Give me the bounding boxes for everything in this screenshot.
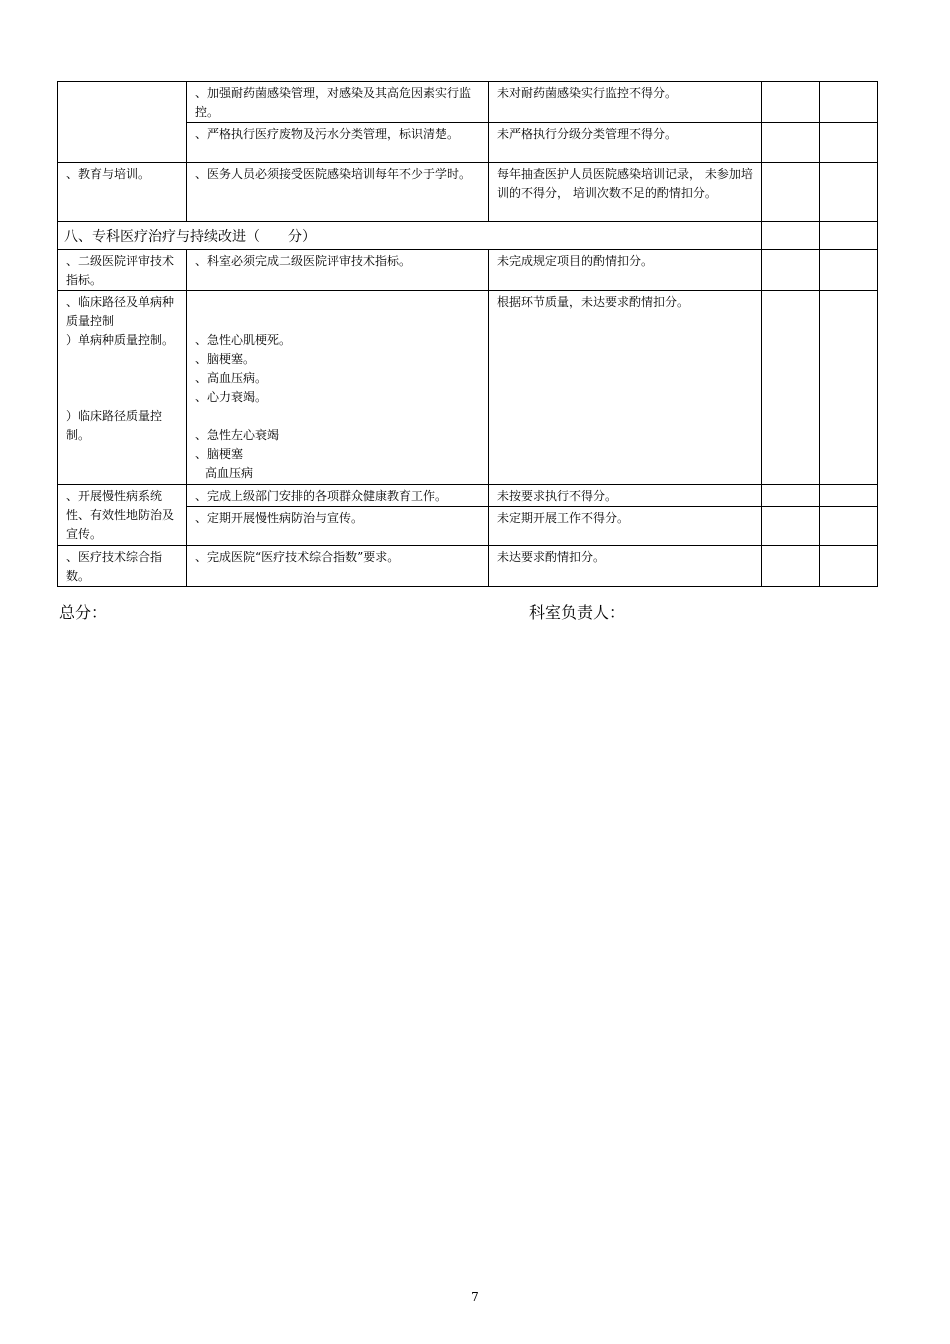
item-cell: 、开展慢性病系统性、有效性地防治及宣传。 [58, 485, 187, 546]
list-item: 、脑梗塞 [195, 447, 244, 461]
table-row [58, 291, 878, 485]
evaluation-table [57, 81, 878, 587]
score-cell [762, 250, 820, 291]
method-cell: 未按要求执行不得分。 [489, 485, 762, 507]
list-item: 高血压病 [205, 466, 254, 480]
table-row [58, 163, 878, 222]
deduction-cell [820, 123, 878, 163]
section-row [58, 222, 878, 250]
score-cell [762, 123, 820, 163]
list-item: 、急性左心衰竭 [195, 428, 280, 442]
list-item: 、心力衰竭。 [195, 390, 268, 404]
standard-cell [187, 291, 489, 485]
standard-cell: 、医务人员必须接受医院感染培训每年不少于学时。 [187, 163, 489, 222]
method-cell: 每年抽查医护人员医院感染培训记录， 未参加培训的不得分， 培训次数不足的酌情扣分。 [489, 163, 762, 222]
method-cell: 未达要求酌情扣分。 [489, 546, 762, 587]
department-head-label: 科室负责人： [529, 603, 626, 622]
table-row [58, 250, 878, 291]
item-cell: 、教育与培训。 [58, 163, 187, 222]
item-sub: ）单病种质量控制。 [66, 333, 175, 347]
total-score-label: 总分： [59, 603, 108, 622]
list-item: 、高血压病。 [195, 371, 268, 385]
deduction-cell [820, 546, 878, 587]
item-title: 、临床路径及单病种质量控制 [66, 295, 175, 328]
deduction-cell [820, 222, 878, 250]
standard-cell: 、严格执行医疗废物及污水分类管理，标识清楚。 [187, 123, 489, 163]
section-heading: 八、专科医疗治疗与持续改进（ 分） [58, 222, 762, 250]
list-item: 、急性心肌梗死。 [195, 333, 292, 347]
score-cell [762, 291, 820, 485]
score-cell [762, 546, 820, 587]
page-number: 7 [471, 1290, 479, 1304]
score-cell [762, 82, 820, 123]
table-row [58, 82, 878, 123]
item-cell [58, 291, 187, 485]
deduction-cell [820, 163, 878, 222]
list-item: 、脑梗塞。 [195, 352, 256, 366]
item-cell: 、医疗技术综合指数。 [58, 546, 187, 587]
method-cell: 未完成规定项目的酌情扣分。 [489, 250, 762, 291]
score-cell [762, 163, 820, 222]
deduction-cell [820, 82, 878, 123]
method-cell: 根据环节质量，未达要求酌情扣分。 [489, 291, 762, 485]
deduction-cell [820, 485, 878, 507]
item-cell [58, 82, 187, 163]
deduction-cell [820, 507, 878, 546]
standard-cell: 、加强耐药菌感染管理，对感染及其高危因素实行监控。 [187, 82, 489, 123]
standard-cell: 、完成医院“医疗技术综合指数”要求。 [187, 546, 489, 587]
table-row [58, 546, 878, 587]
score-cell [762, 222, 820, 250]
method-cell: 未定期开展工作不得分。 [489, 507, 762, 546]
item-cell: 、二级医院评审技术指标。 [58, 250, 187, 291]
deduction-cell [820, 291, 878, 485]
score-cell [762, 485, 820, 507]
standard-cell: 、定期开展慢性病防治与宣传。 [187, 507, 489, 546]
table-row [58, 485, 878, 507]
item-sub: ）临床路径质量控制。 [66, 409, 163, 442]
deduction-cell [820, 250, 878, 291]
method-cell: 未严格执行分级分类管理不得分。 [489, 123, 762, 163]
standard-cell: 、科室必须完成二级医院评审技术指标。 [187, 250, 489, 291]
score-cell [762, 507, 820, 546]
method-cell: 未对耐药菌感染实行监控不得分。 [489, 82, 762, 123]
standard-cell: 、完成上级部门安排的各项群众健康教育工作。 [187, 485, 489, 507]
